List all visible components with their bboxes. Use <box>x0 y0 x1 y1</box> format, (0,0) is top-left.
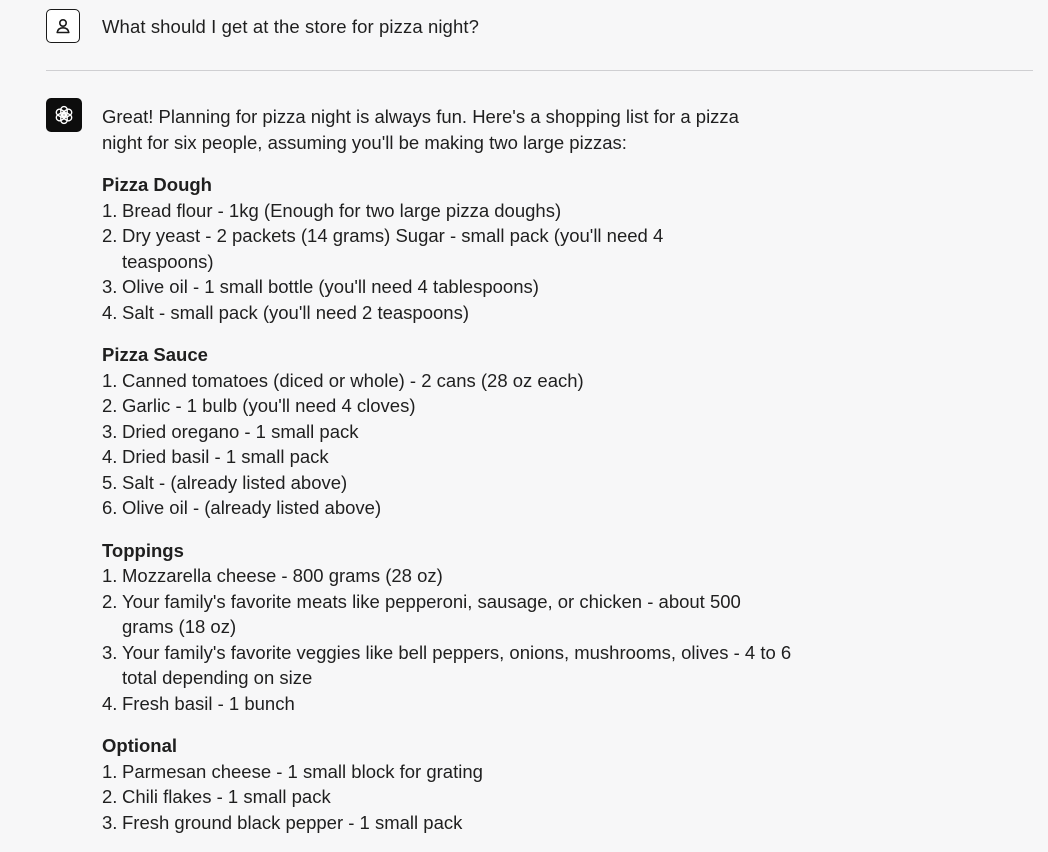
section-title: Pizza Sauce <box>102 344 208 365</box>
section-optional <box>102 733 802 835</box>
item-text: Your family's favorite veggies like bell peppers, onions, mushrooms, olives - 4 to 6 total depending on size <box>122 641 792 688</box>
section-pizza-sauce <box>102 342 802 521</box>
item-text: Mozzarella cheese - 800 grams (28 oz) <box>122 565 443 586</box>
item-number: 3. <box>102 420 118 442</box>
item-number: 2. <box>102 225 118 246</box>
item-text: Your family's favorite meats like pepperoni, sausage, or chicken - about 500 grams (18 oz) <box>122 590 741 637</box>
list-item <box>102 223 702 274</box>
item-number: 1. <box>102 199 118 221</box>
list-item <box>102 563 792 589</box>
response-intro: Great! Planning for pizza night is always fun. Here's a shopping list for a pizza night for six people, assuming you'll be making two large pizzas: <box>102 106 739 153</box>
list-item <box>102 495 792 521</box>
item-number: 5. <box>102 471 118 493</box>
item-text: Salt - small pack (you'll need 2 teaspoons) <box>122 301 469 323</box>
list-item <box>102 300 702 326</box>
item-number: 3. <box>102 276 118 297</box>
list-item <box>102 640 792 691</box>
section-title: Pizza Dough <box>102 174 212 195</box>
item-number: 4. <box>102 301 118 323</box>
item-list <box>102 563 792 716</box>
user-icon <box>46 9 80 43</box>
list-item <box>102 470 792 496</box>
section-toppings <box>102 538 802 717</box>
item-text: Dry yeast - 2 packets (14 grams) Sugar - small pack (you'll need 4 teaspoons) <box>122 225 664 272</box>
item-number: 6. <box>102 497 118 518</box>
item-text: Dried basil - 1 small pack <box>122 446 329 467</box>
list-item <box>102 274 702 300</box>
list-item <box>102 759 792 785</box>
item-text: Canned tomatoes (diced or whole) - 2 cans (28 oz each) <box>122 369 584 391</box>
item-list <box>102 759 792 836</box>
list-item <box>102 784 792 810</box>
item-number: 4. <box>102 692 118 714</box>
section-title: Toppings <box>102 539 184 561</box>
openai-logo-icon <box>46 98 82 132</box>
item-text: Parmesan cheese - 1 small block for grating <box>122 760 483 782</box>
list-item <box>102 810 792 836</box>
list-item <box>102 444 792 470</box>
item-text: Olive oil - (already listed above) <box>122 497 382 518</box>
item-text: Garlic - 1 bulb (you'll need 4 cloves) <box>122 395 416 416</box>
item-text: Dried oregano - 1 small pack <box>122 420 359 442</box>
message-divider <box>46 70 1033 71</box>
section-title: Optional <box>102 735 178 756</box>
assistant-response <box>102 104 802 852</box>
item-text: Fresh basil - 1 bunch <box>122 692 295 714</box>
list-item <box>102 589 792 640</box>
item-number: 4. <box>102 446 118 467</box>
item-number: 1. <box>102 565 118 586</box>
item-number: 2. <box>102 395 118 416</box>
item-text: Chili flakes - 1 small pack <box>122 786 331 807</box>
item-list <box>102 368 792 521</box>
list-item <box>102 198 702 224</box>
item-number: 2. <box>102 590 118 612</box>
item-number: 3. <box>102 811 118 833</box>
section-pizza-dough <box>102 172 802 325</box>
list-item <box>102 393 792 419</box>
item-number: 2. <box>102 786 118 807</box>
item-text: Salt - (already listed above) <box>122 471 348 493</box>
user-prompt-text: What should I get at the store for pizza night? <box>102 16 479 37</box>
item-list <box>102 198 702 326</box>
item-text: Bread flour - 1kg (Enough for two large pizza doughs) <box>122 199 562 221</box>
list-item <box>102 419 792 445</box>
item-text: Olive oil - 1 small bottle (you'll need 4 tablespoons) <box>122 276 539 297</box>
item-text: Fresh ground black pepper - 1 small pack <box>122 811 463 833</box>
item-number: 1. <box>102 369 118 391</box>
list-item <box>102 368 792 394</box>
user-message <box>0 0 1048 70</box>
item-number: 3. <box>102 641 118 663</box>
item-number: 1. <box>102 760 118 782</box>
list-item <box>102 691 792 717</box>
